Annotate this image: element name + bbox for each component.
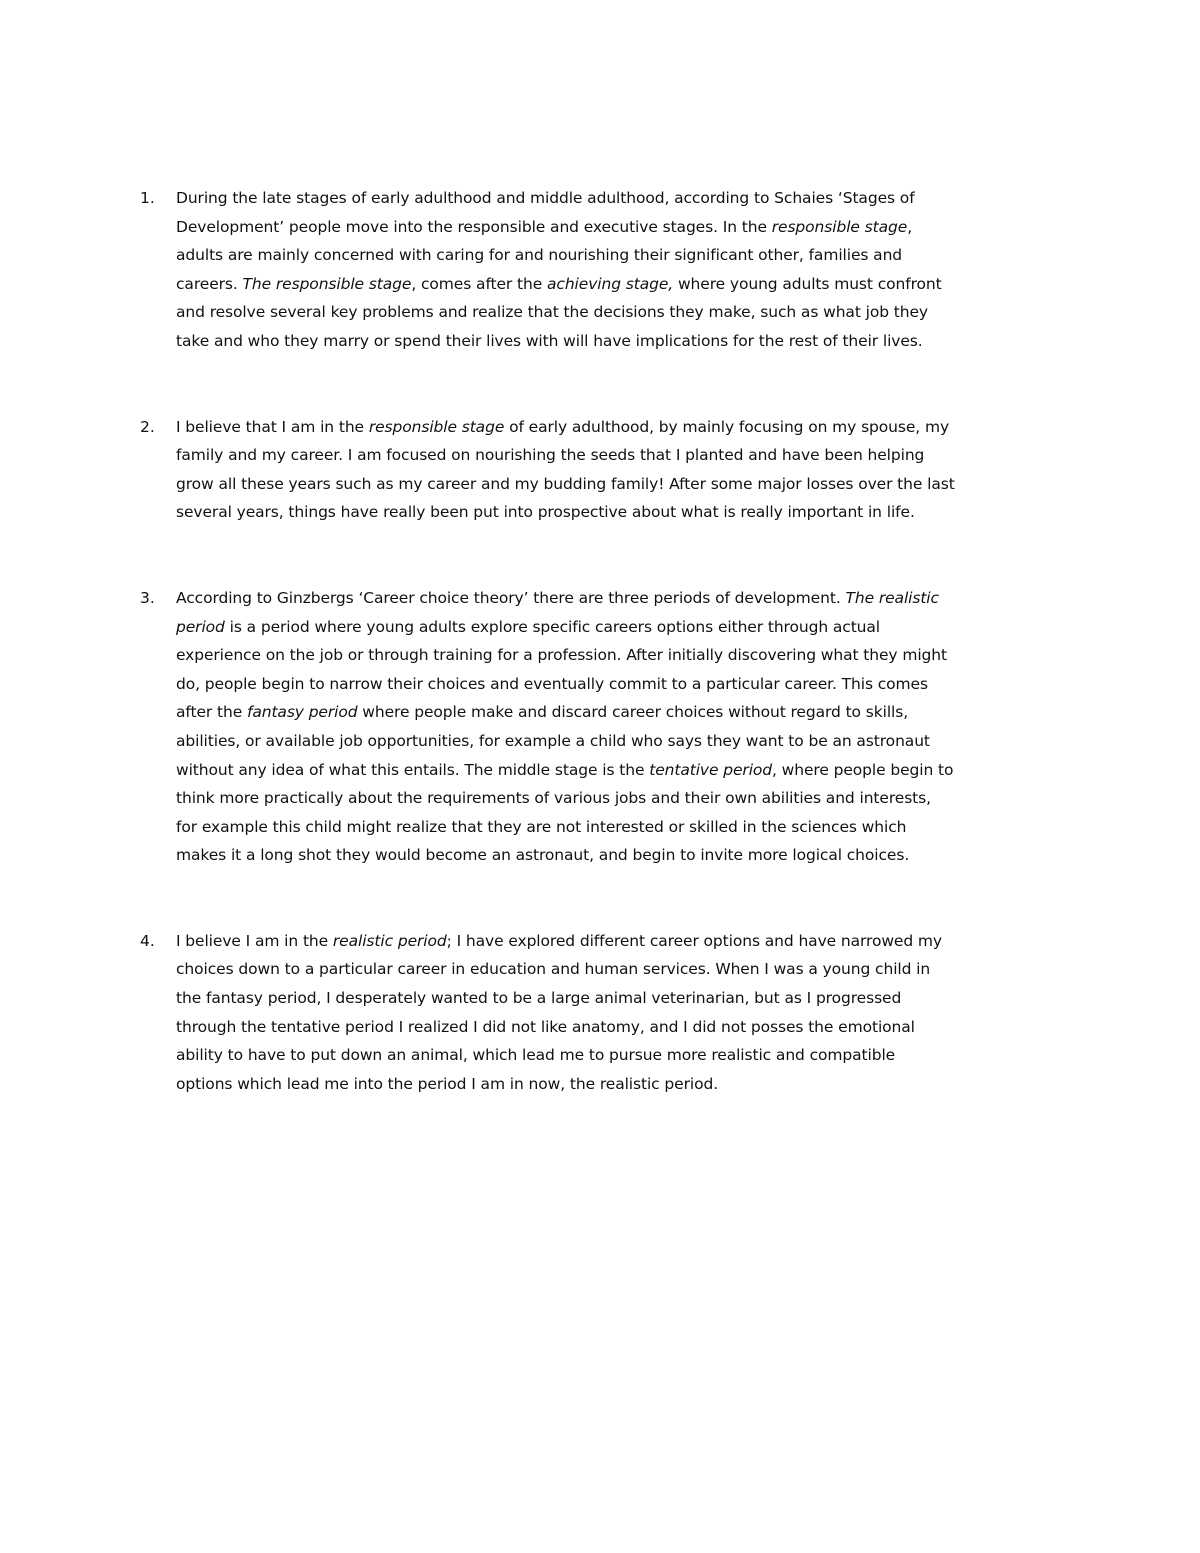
text-run: do, people begin to narrow their choices and eventually commit to a particular career. This comes bbox=[176, 674, 928, 693]
paragraph-line bbox=[176, 270, 1071, 299]
text-run: the fantasy period, I desperately wanted to be a large animal veterinarian, but as I progressed bbox=[176, 989, 902, 1008]
italic-term: responsible stage bbox=[771, 217, 908, 236]
italic-term: achieving stage, bbox=[547, 274, 674, 293]
italic-term: The responsible stage bbox=[242, 274, 412, 293]
item-paragraph bbox=[176, 184, 1071, 356]
text-run: take and who they marry or spend their lives with will have implications for the rest of their lives. bbox=[176, 331, 923, 350]
paragraph-line bbox=[176, 641, 1071, 670]
numbered-answer-list bbox=[0, 184, 1200, 1155]
text-run: of early adulthood, by mainly focusing on my spouse, my bbox=[504, 417, 950, 436]
italic-term: period bbox=[176, 617, 225, 636]
text-run: without any idea of what this entails. The middle stage is the bbox=[176, 760, 650, 779]
italic-term: responsible stage bbox=[368, 417, 505, 436]
text-run: options which lead me into the period I am in now, the realistic period. bbox=[176, 1074, 719, 1093]
text-run: is a period where young adults explore specific careers options either through actual bbox=[224, 617, 880, 636]
item-number: 4. bbox=[140, 931, 155, 950]
paragraph-line bbox=[176, 613, 1071, 642]
text-run: makes it a long shot they would become an astronaut, and begin to invite more logical choices. bbox=[176, 846, 910, 865]
item-paragraph bbox=[176, 927, 1071, 1099]
italic-term: fantasy period bbox=[246, 703, 358, 722]
item-number: 1. bbox=[140, 189, 155, 207]
paragraph-line bbox=[176, 413, 1071, 442]
paragraph-line bbox=[176, 441, 1071, 470]
text-run: According to Ginzbergs ‘Career choice theory’ there are three periods of development. bbox=[176, 588, 846, 607]
paragraph-line bbox=[176, 470, 1071, 499]
paragraph-line bbox=[176, 784, 1071, 813]
paragraph-line bbox=[176, 298, 1071, 327]
paragraph-line bbox=[176, 698, 1071, 727]
text-run: ability to have to put down an animal, which lead me to pursue more realistic and compatible bbox=[176, 1046, 896, 1065]
paragraph-line bbox=[176, 841, 1071, 870]
item-paragraph bbox=[176, 584, 1071, 870]
paragraph-line bbox=[176, 927, 1071, 956]
paragraph-line bbox=[176, 1070, 1071, 1099]
paragraph-line bbox=[176, 1013, 1071, 1042]
text-run: and resolve several key problems and realize that the decisions they make, such as what job they bbox=[176, 303, 928, 322]
text-run: grow all these years such as my career and my budding family! After some major losses over the last bbox=[176, 474, 955, 493]
text-run: careers. bbox=[176, 274, 243, 293]
text-run: abilities, or available job opportunities, for example a child who says they want to be an astronaut bbox=[176, 731, 930, 750]
text-run: I believe I am in the bbox=[176, 931, 333, 950]
text-run: choices down to a particular career in education and human services. When I was a young child in bbox=[176, 960, 931, 979]
text-run: During the late stages of early adulthood and middle adulthood, according to Schaies ‘Stages of bbox=[176, 189, 915, 207]
paragraph-line bbox=[176, 955, 1071, 984]
text-run: Development’ people move into the responsible and executive stages. In the bbox=[176, 217, 772, 236]
item-number: 3. bbox=[140, 588, 155, 607]
paragraph-line bbox=[176, 498, 1071, 527]
text-run: , comes after the bbox=[411, 274, 548, 293]
text-run: through the tentative period I realized I did not like anatomy, and I did not posses the emotional bbox=[176, 1017, 915, 1036]
text-run: experience on the job or through training for a profession. After initially discovering what they might bbox=[176, 646, 947, 665]
text-run: , bbox=[907, 217, 913, 236]
text-run: I believe that I am in the bbox=[176, 417, 369, 436]
paragraph-line bbox=[176, 670, 1071, 699]
text-run: , where people begin to bbox=[772, 760, 954, 779]
paragraph-line bbox=[176, 984, 1071, 1013]
text-run: think more practically about the requirements of various jobs and their own abilities and interests, bbox=[176, 789, 931, 808]
text-run: several years, things have really been put into prospective about what is really important in life. bbox=[176, 503, 915, 522]
list-item bbox=[0, 927, 1200, 1099]
item-paragraph bbox=[176, 413, 1071, 527]
text-run: family and my career. I am focused on nourishing the seeds that I planted and have been helping bbox=[176, 446, 925, 465]
text-run: for example this child might realize that they are not interested or skilled in the sciences which bbox=[176, 817, 907, 836]
text-run: ; I have explored different career options and have narrowed my bbox=[446, 931, 942, 950]
item-number: 2. bbox=[140, 417, 155, 436]
list-item bbox=[0, 184, 1200, 356]
paragraph-line bbox=[176, 813, 1071, 842]
italic-term: The realistic bbox=[845, 588, 939, 607]
paragraph-line bbox=[176, 184, 1071, 213]
paragraph-line bbox=[176, 241, 1071, 270]
paragraph-line bbox=[176, 327, 1071, 356]
list-item bbox=[0, 584, 1200, 870]
text-run: adults are mainly concerned with caring for and nourishing their significant other, families and bbox=[176, 246, 903, 265]
paragraph-line bbox=[176, 213, 1071, 242]
text-run: where young adults must confront bbox=[673, 274, 942, 293]
text-run: after the bbox=[176, 703, 247, 722]
italic-term: tentative period bbox=[649, 760, 773, 779]
paragraph-line bbox=[176, 584, 1071, 613]
text-run: where people make and discard career choices without regard to skills, bbox=[357, 703, 909, 722]
italic-term: realistic period bbox=[332, 931, 447, 950]
paragraph-line bbox=[176, 727, 1071, 756]
paragraph-line bbox=[176, 756, 1071, 785]
list-item bbox=[0, 413, 1200, 527]
paragraph-line bbox=[176, 1041, 1071, 1070]
